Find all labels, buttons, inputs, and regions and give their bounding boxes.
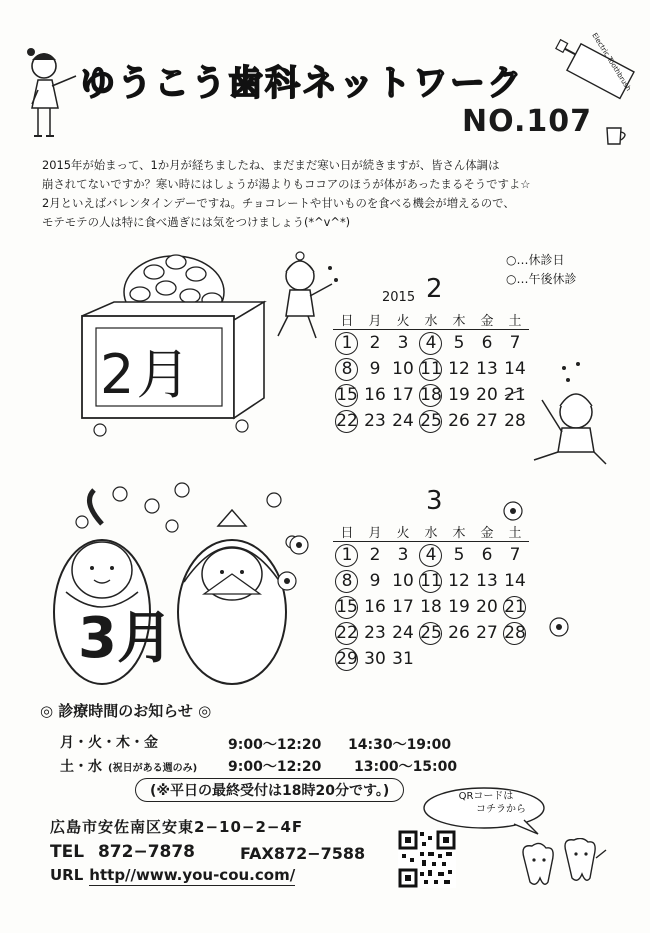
calendar-day[interactable]: 28 — [501, 620, 529, 646]
calendar-day — [501, 646, 529, 672]
calendar-day[interactable]: 30 — [364, 649, 386, 669]
weekday-days: 月・火・木・金 — [60, 735, 158, 751]
qr-code[interactable] — [398, 830, 456, 888]
tel-number: 872−7878 — [97, 842, 196, 862]
flower-icon — [544, 612, 574, 642]
saturday-afternoon-hours: 13:00〜15:00 — [354, 759, 458, 775]
february-calendar-year: 2015 — [382, 290, 416, 305]
february-calendar — [333, 310, 529, 434]
march-calendar — [333, 522, 529, 672]
calendar-day[interactable]: 15 — [333, 594, 361, 620]
calendar-day[interactable]: 24 — [392, 411, 414, 431]
calendar-day[interactable]: 27 — [476, 411, 498, 431]
calendar-day[interactable]: 7 — [509, 545, 521, 565]
calendar-day[interactable]: 22 — [333, 620, 361, 646]
weekday-header: 水 — [417, 522, 445, 542]
february-calendar-month: 2 — [426, 274, 443, 304]
calendar-day[interactable]: 18 — [417, 382, 445, 408]
calendar-day[interactable]: 11 — [417, 568, 445, 594]
saturday-note: (祝日がある週のみ) — [108, 763, 198, 774]
intro-text — [42, 156, 622, 232]
weekday-header: 土 — [501, 310, 529, 330]
march-calendar-month: 3 — [426, 486, 443, 516]
telephone — [50, 842, 195, 862]
calendar-day[interactable]: 20 — [476, 385, 498, 405]
url-label: URL — [50, 866, 84, 884]
calendar-day[interactable]: 11 — [417, 356, 445, 382]
calendar-day[interactable]: 27 — [476, 623, 498, 643]
qr-caption-line-1: QRコードは — [458, 791, 514, 802]
calendar-day[interactable]: 19 — [448, 385, 470, 405]
calendar-day[interactable]: 26 — [448, 623, 470, 643]
calendar-day[interactable]: 1 — [333, 330, 361, 357]
legend-closed-day: ○…休診日 — [506, 253, 565, 267]
hours-title: ◎ 診療時間のお知らせ ◎ — [40, 702, 212, 720]
calendar-day[interactable]: 4 — [417, 330, 445, 357]
weekday-header: 金 — [473, 522, 501, 542]
weekday-header: 金 — [473, 310, 501, 330]
calendar-day[interactable]: 16 — [364, 385, 386, 405]
weekday-header: 火 — [389, 310, 417, 330]
march-label: 3月 — [78, 606, 173, 671]
child-winter-illustration-1 — [270, 250, 342, 346]
newsletter-title: ゆうこう歯科ネットワーク — [80, 64, 525, 104]
weekday-header: 月 — [361, 522, 389, 542]
weekday-morning-hours: 9:00〜12:20 — [228, 737, 322, 753]
fax-number: FAX872−7588 — [240, 844, 366, 863]
calendar-day[interactable]: 4 — [417, 542, 445, 569]
calendar-day[interactable]: 5 — [453, 545, 465, 565]
calendar-day[interactable]: 6 — [481, 333, 493, 353]
calendar-day[interactable]: 21 — [501, 594, 529, 620]
calendar-day[interactable]: 17 — [392, 597, 414, 617]
last-reception-note: (※平日の最終受付は18時20分です。) — [135, 778, 404, 802]
calendar-day[interactable]: 19 — [448, 597, 470, 617]
calendar-day[interactable]: 25 — [417, 620, 445, 646]
calendar-day[interactable]: 2 — [369, 333, 381, 353]
dentist-mascot-illustration — [22, 42, 80, 146]
calendar-day[interactable]: 12 — [448, 359, 470, 379]
qr-caption-line-2: コチラから — [476, 804, 526, 815]
calendar-day[interactable]: 7 — [509, 333, 521, 353]
calendar-day[interactable]: 24 — [392, 623, 414, 643]
clinic-address: 広島市安佐南区安東2−10−2−4F — [50, 818, 304, 836]
calendar-day[interactable]: 21 — [501, 382, 529, 408]
legend-afternoon-closed: ○…午後休診 — [506, 272, 577, 286]
flower-icon — [272, 566, 302, 596]
calendar-day[interactable]: 1 — [333, 542, 361, 569]
calendar-day — [445, 646, 473, 672]
qr-caption — [436, 790, 526, 816]
calendar-day[interactable]: 6 — [481, 545, 493, 565]
weekday-header: 日 — [333, 522, 361, 542]
calendar-day[interactable]: 28 — [504, 411, 526, 431]
calendar-day[interactable]: 2 — [369, 545, 381, 565]
website — [50, 866, 295, 884]
calendar-day[interactable]: 20 — [476, 597, 498, 617]
calendar-day[interactable]: 16 — [364, 597, 386, 617]
coffee-cup-icon — [604, 124, 632, 148]
flower-icon — [284, 530, 314, 560]
calendar-day — [417, 646, 445, 672]
calendar-day[interactable]: 13 — [476, 571, 498, 591]
calendar-day[interactable]: 9 — [369, 359, 381, 379]
calendar-day[interactable]: 25 — [417, 408, 445, 434]
intro-line-1: 2015年が始まって、1か月が経ちましたね、まだまだ寒い日が続きますが、皆さん体調は — [42, 158, 500, 172]
weekday-header: 火 — [389, 522, 417, 542]
february-label: 2月 — [100, 343, 193, 406]
weekday-header: 月 — [361, 310, 389, 330]
calendar-day[interactable]: 12 — [448, 571, 470, 591]
calendar-day[interactable]: 3 — [397, 333, 409, 353]
calendar-day[interactable]: 22 — [333, 408, 361, 434]
calendar-day[interactable]: 14 — [504, 359, 526, 379]
issue-number: NO.107 — [462, 104, 592, 139]
calendar-day[interactable]: 10 — [392, 571, 414, 591]
calendar-day[interactable]: 23 — [364, 623, 386, 643]
calendar-day[interactable]: 29 — [333, 646, 361, 672]
calendar-day[interactable]: 8 — [333, 356, 361, 382]
toothbrush-tag-text: Electric Toothbrush — [590, 31, 633, 93]
intro-line-2: 崩されてないですか？寒い時にはしょうが湯よりもココアのほうが体があったまるそうですよ☆ — [42, 177, 531, 191]
calendar-day[interactable]: 31 — [392, 649, 414, 669]
calendar-day[interactable]: 5 — [453, 333, 465, 353]
calendar-day[interactable]: 8 — [333, 568, 361, 594]
weekday-header: 水 — [417, 310, 445, 330]
calendar-day[interactable]: 14 — [504, 571, 526, 591]
weekday-header: 土 — [501, 522, 529, 542]
intro-line-4: モテモテの人は特に食べ過ぎには気をつけましょう(*^v^*) — [42, 215, 351, 229]
calendar-day — [473, 646, 501, 672]
calendar-day[interactable]: 17 — [392, 385, 414, 405]
calendar-day[interactable]: 18 — [420, 597, 442, 617]
tooth-characters-illustration — [510, 838, 610, 898]
calendar-day[interactable]: 15 — [333, 382, 361, 408]
saturday-morning-hours: 9:00〜12:20 — [228, 759, 322, 775]
calendar-day[interactable]: 26 — [448, 411, 470, 431]
calendar-day[interactable]: 23 — [364, 411, 386, 431]
flower-icon — [498, 496, 528, 526]
calendar-day[interactable]: 9 — [369, 571, 381, 591]
tel-label: TEL — [50, 842, 85, 862]
child-winter-illustration-2 — [528, 360, 616, 468]
intro-line-3: 2月といえばバレンタインデーですね。チョコレートや甘いものを食べる機会が増えるので、 — [42, 196, 515, 210]
weekday-afternoon-hours: 14:30〜19:00 — [348, 737, 452, 753]
saturday-days: 土・水 — [60, 759, 102, 775]
weekday-header: 日 — [333, 310, 361, 330]
website-link[interactable]: http//www.you-cou.com/ — [89, 866, 296, 884]
calendar-day[interactable]: 13 — [476, 359, 498, 379]
weekday-header: 木 — [445, 310, 473, 330]
calendar-day[interactable]: 10 — [392, 359, 414, 379]
weekday-header: 木 — [445, 522, 473, 542]
calendar-day[interactable]: 3 — [397, 545, 409, 565]
